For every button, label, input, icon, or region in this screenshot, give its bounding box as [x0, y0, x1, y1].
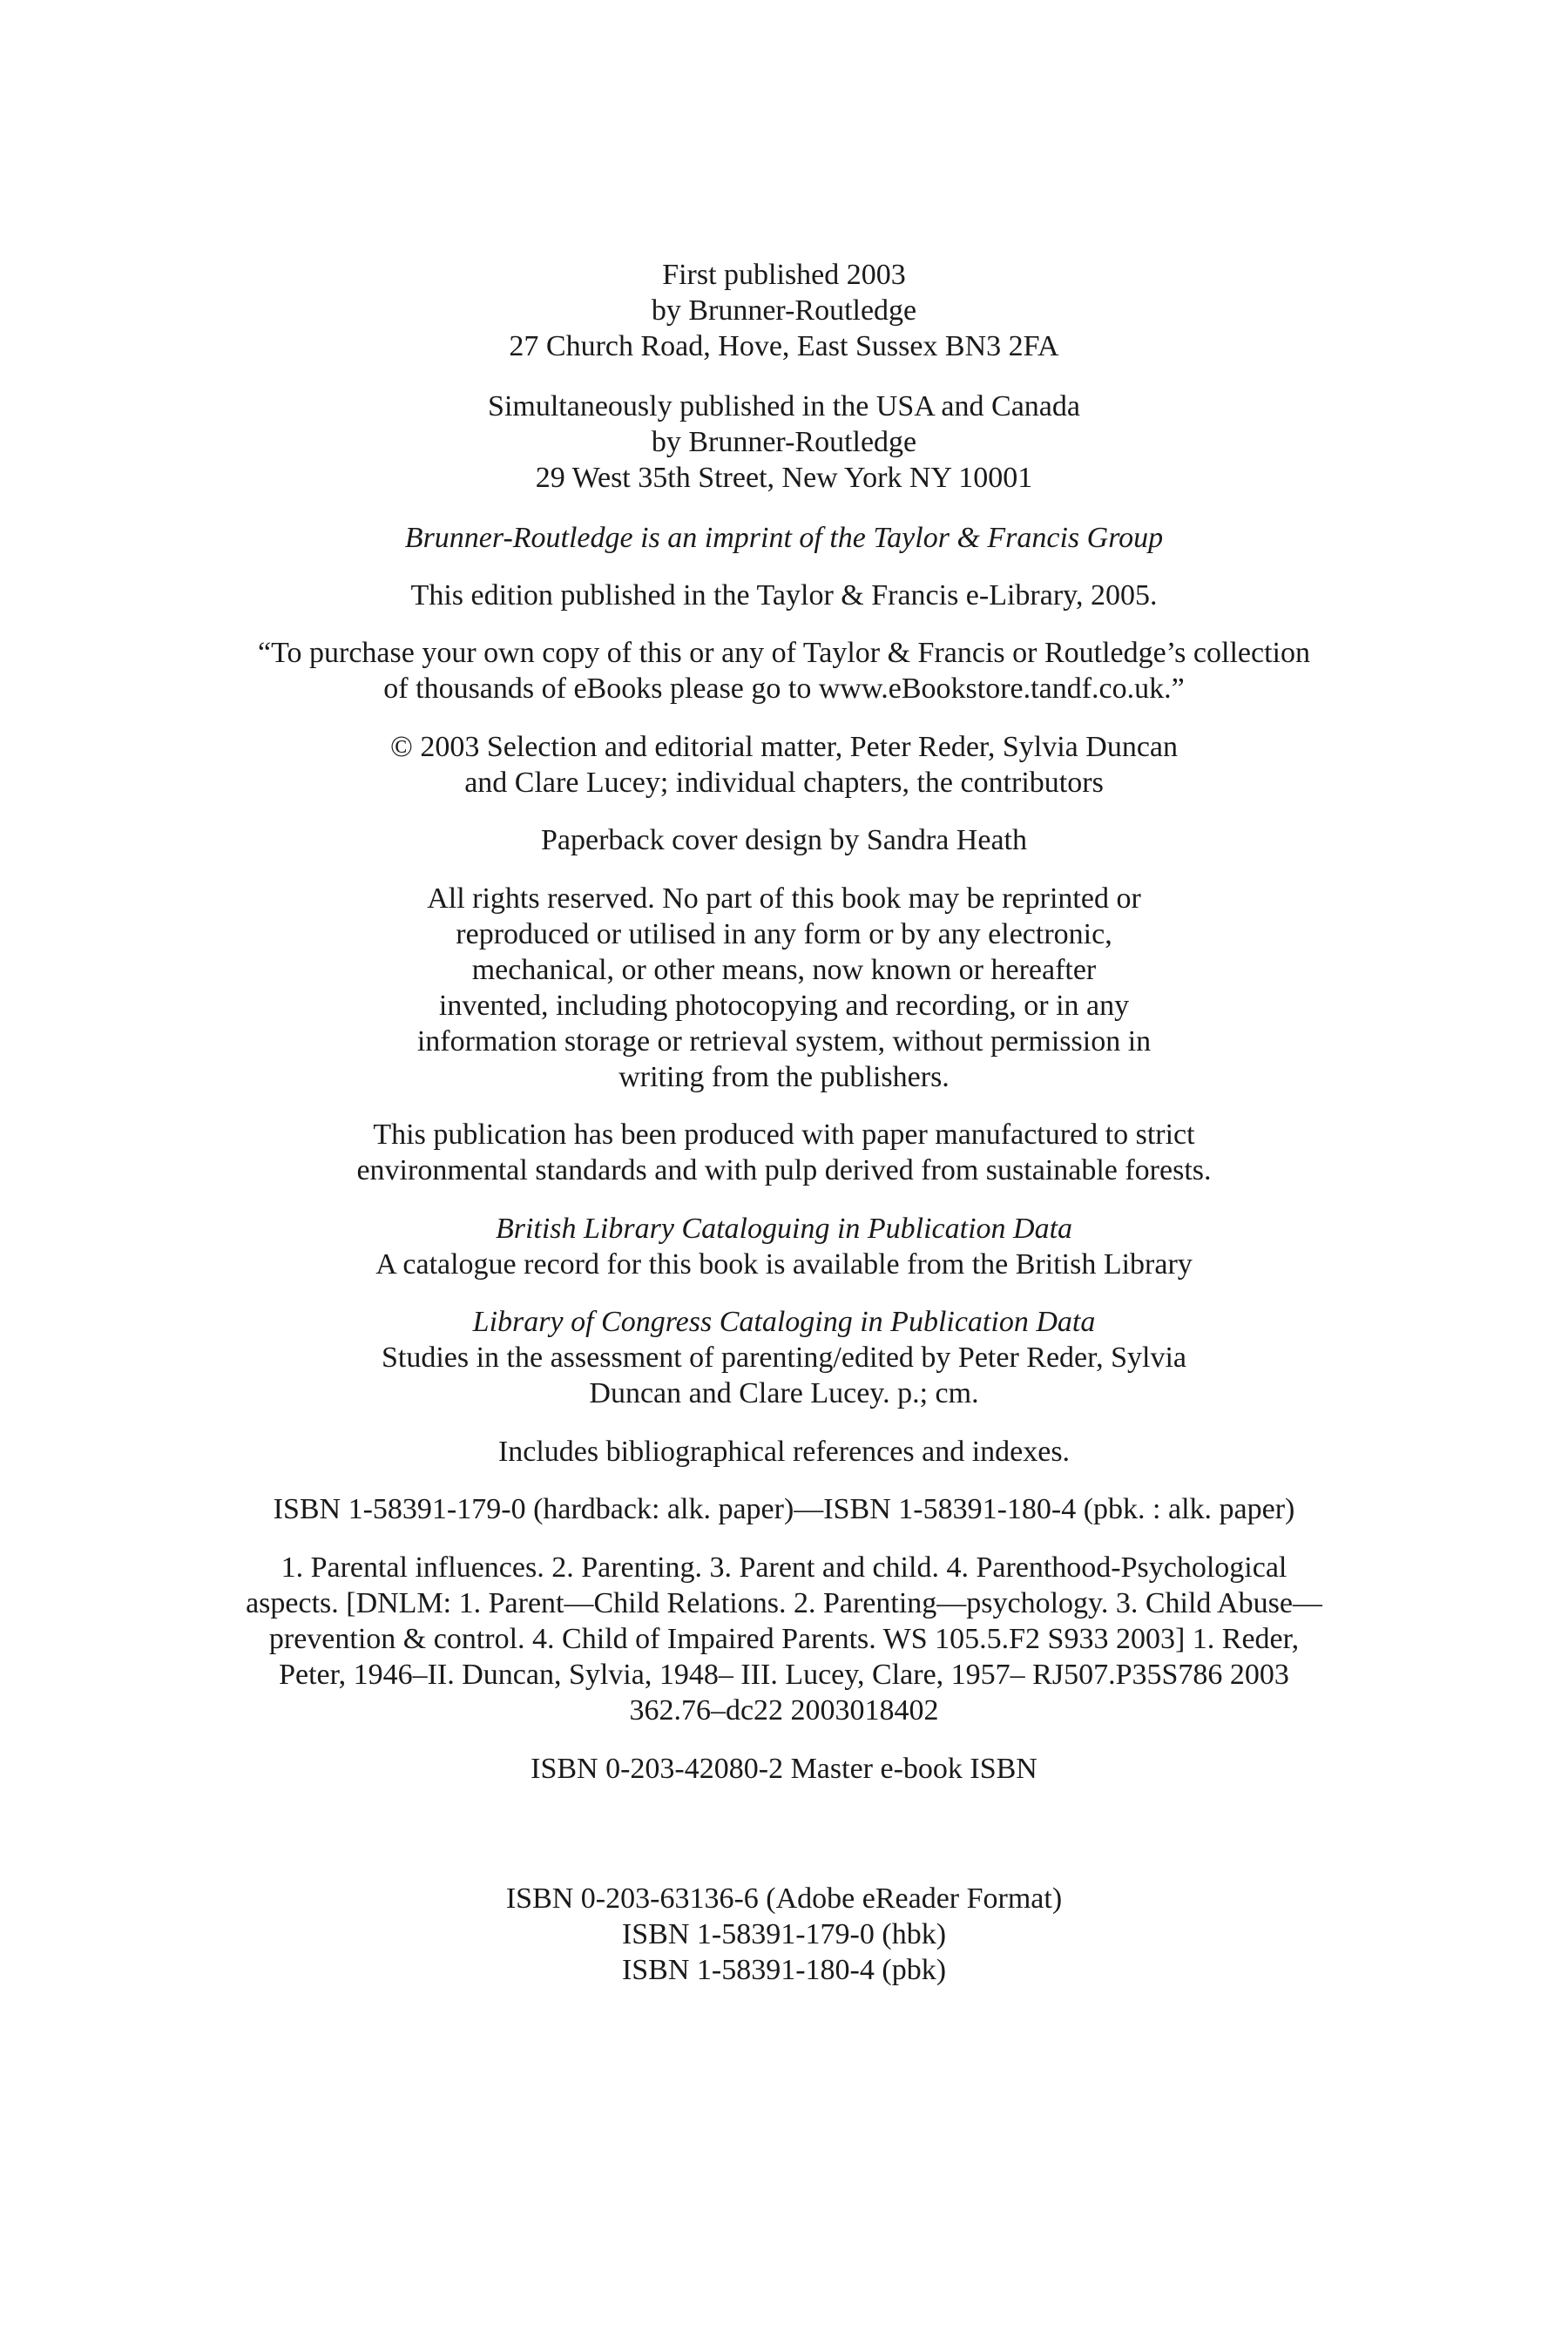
- rights-line: All rights reserved. No part of this book may be reprinted or: [427, 882, 1141, 915]
- rights-line: invented, including photocopying and recording, or in any: [438, 990, 1130, 1022]
- master-isbn-block: [87, 1751, 1481, 1787]
- subjects-line: Peter, 1946–II. Duncan, Sylvia, 1948– III. Lucey, Clare, 1957– RJ507.P35S786 2003: [279, 1659, 1289, 1691]
- library-of-congress-line: Studies in the assessment of parenting/edited by Peter Reder, Sylvia: [381, 1342, 1186, 1374]
- subjects-line: 1. Parental influences. 2. Parenting. 3. Parent and child. 4. Parenthood-Psychological: [280, 1551, 1288, 1584]
- hardback-isbn-line: ISBN 1-58391-179-0 (hbk): [621, 1918, 947, 1950]
- isbn-print-line: ISBN 1-58391-179-0 (hardback: alk. paper)—ISBN 1-58391-180-4 (pbk. : alk. paper): [273, 1493, 1295, 1525]
- library-of-congress-line: Duncan and Clare Lucey. p.; cm.: [589, 1377, 979, 1409]
- subjects-line: aspects. [DNLM: 1. Parent—Child Relations. 2. Parenting—psychology. 3. Child Abuse—: [246, 1587, 1322, 1619]
- subjects-line: 362.76–dc22 2003018402: [629, 1694, 939, 1727]
- ereader-isbn-line: ISBN 0-203-63136-6 (Adobe eReader Format): [505, 1882, 1063, 1915]
- isbn-print-block: [87, 1491, 1481, 1527]
- library-of-congress-heading: Library of Congress Cataloging in Publication Data: [472, 1306, 1096, 1338]
- copyright-line: and Clare Lucey; individual chapters, the contributors: [464, 767, 1104, 799]
- edition-note-block: [87, 578, 1481, 613]
- final-isbn-block: [87, 1881, 1481, 1988]
- imprint-note: Brunner-Routledge is an imprint of the Taylor & Francis Group: [404, 522, 1164, 554]
- bibliography-note: Includes bibliographical references and indexes.: [497, 1436, 1071, 1468]
- british-library-heading: British Library Cataloguing in Publication Data: [495, 1213, 1073, 1245]
- library-of-congress-block: [87, 1304, 1481, 1411]
- first-published-block: [87, 257, 1481, 364]
- rights-line: writing from the publishers.: [618, 1061, 950, 1093]
- purchase-note-block: [87, 635, 1481, 706]
- paperback-isbn-line: ISBN 1-58391-180-4 (pbk): [621, 1954, 947, 1986]
- purchase-note-line: “To purchase your own copy of this or any of Taylor & Francis or Routledge’s collection: [258, 637, 1310, 669]
- copyright-block: [87, 729, 1481, 801]
- paper-note-line: This publication has been produced with paper manufactured to strict: [373, 1119, 1195, 1151]
- cover-design-block: [87, 822, 1481, 858]
- edition-note: This edition published in the Taylor & Francis e-Library, 2005.: [410, 579, 1158, 612]
- first-published-line: First published 2003: [662, 259, 906, 291]
- publisher-address-line: 27 Church Road, Hove, East Sussex BN3 2FA: [509, 330, 1059, 362]
- paper-note-line: environmental standards and with pulp derived from sustainable forests.: [356, 1154, 1212, 1186]
- usa-address-line: 29 West 35th Street, New York NY 10001: [535, 462, 1033, 494]
- rights-block: [87, 881, 1481, 1095]
- british-library-text: A catalogue record for this book is available from the British Library: [375, 1248, 1193, 1281]
- purchase-note-line: of thousands of eBooks please go to www.eBookstore.tandf.co.uk.”: [383, 672, 1185, 705]
- cover-design-note: Paperback cover design by Sandra Heath: [541, 824, 1027, 856]
- rights-line: information storage or retrieval system, without permission in: [416, 1025, 1152, 1058]
- imprint-note-block: [87, 520, 1481, 556]
- usa-published-line: Simultaneously published in the USA and Canada: [488, 390, 1080, 422]
- subjects-block: [87, 1550, 1481, 1728]
- publisher-line: by Brunner-Routledge: [651, 294, 917, 327]
- rights-line: mechanical, or other means, now known or hereafter: [471, 954, 1097, 986]
- usa-publisher-line: by Brunner-Routledge: [651, 426, 917, 458]
- british-library-block: [87, 1211, 1481, 1282]
- copyright-line: © 2003 Selection and editorial matter, Peter Reder, Sylvia Duncan: [389, 731, 1179, 763]
- bibliography-note-block: [87, 1434, 1481, 1470]
- rights-line: reproduced or utilised in any form or by any electronic,: [456, 918, 1112, 950]
- paper-note-block: [87, 1117, 1481, 1188]
- usa-publication-block: [87, 389, 1481, 496]
- subjects-line: prevention & control. 4. Child of Impaired Parents. WS 105.5.F2 S933 2003] 1. Reder,: [268, 1623, 1300, 1655]
- master-isbn-line: ISBN 0-203-42080-2 Master e-book ISBN: [531, 1753, 1037, 1785]
